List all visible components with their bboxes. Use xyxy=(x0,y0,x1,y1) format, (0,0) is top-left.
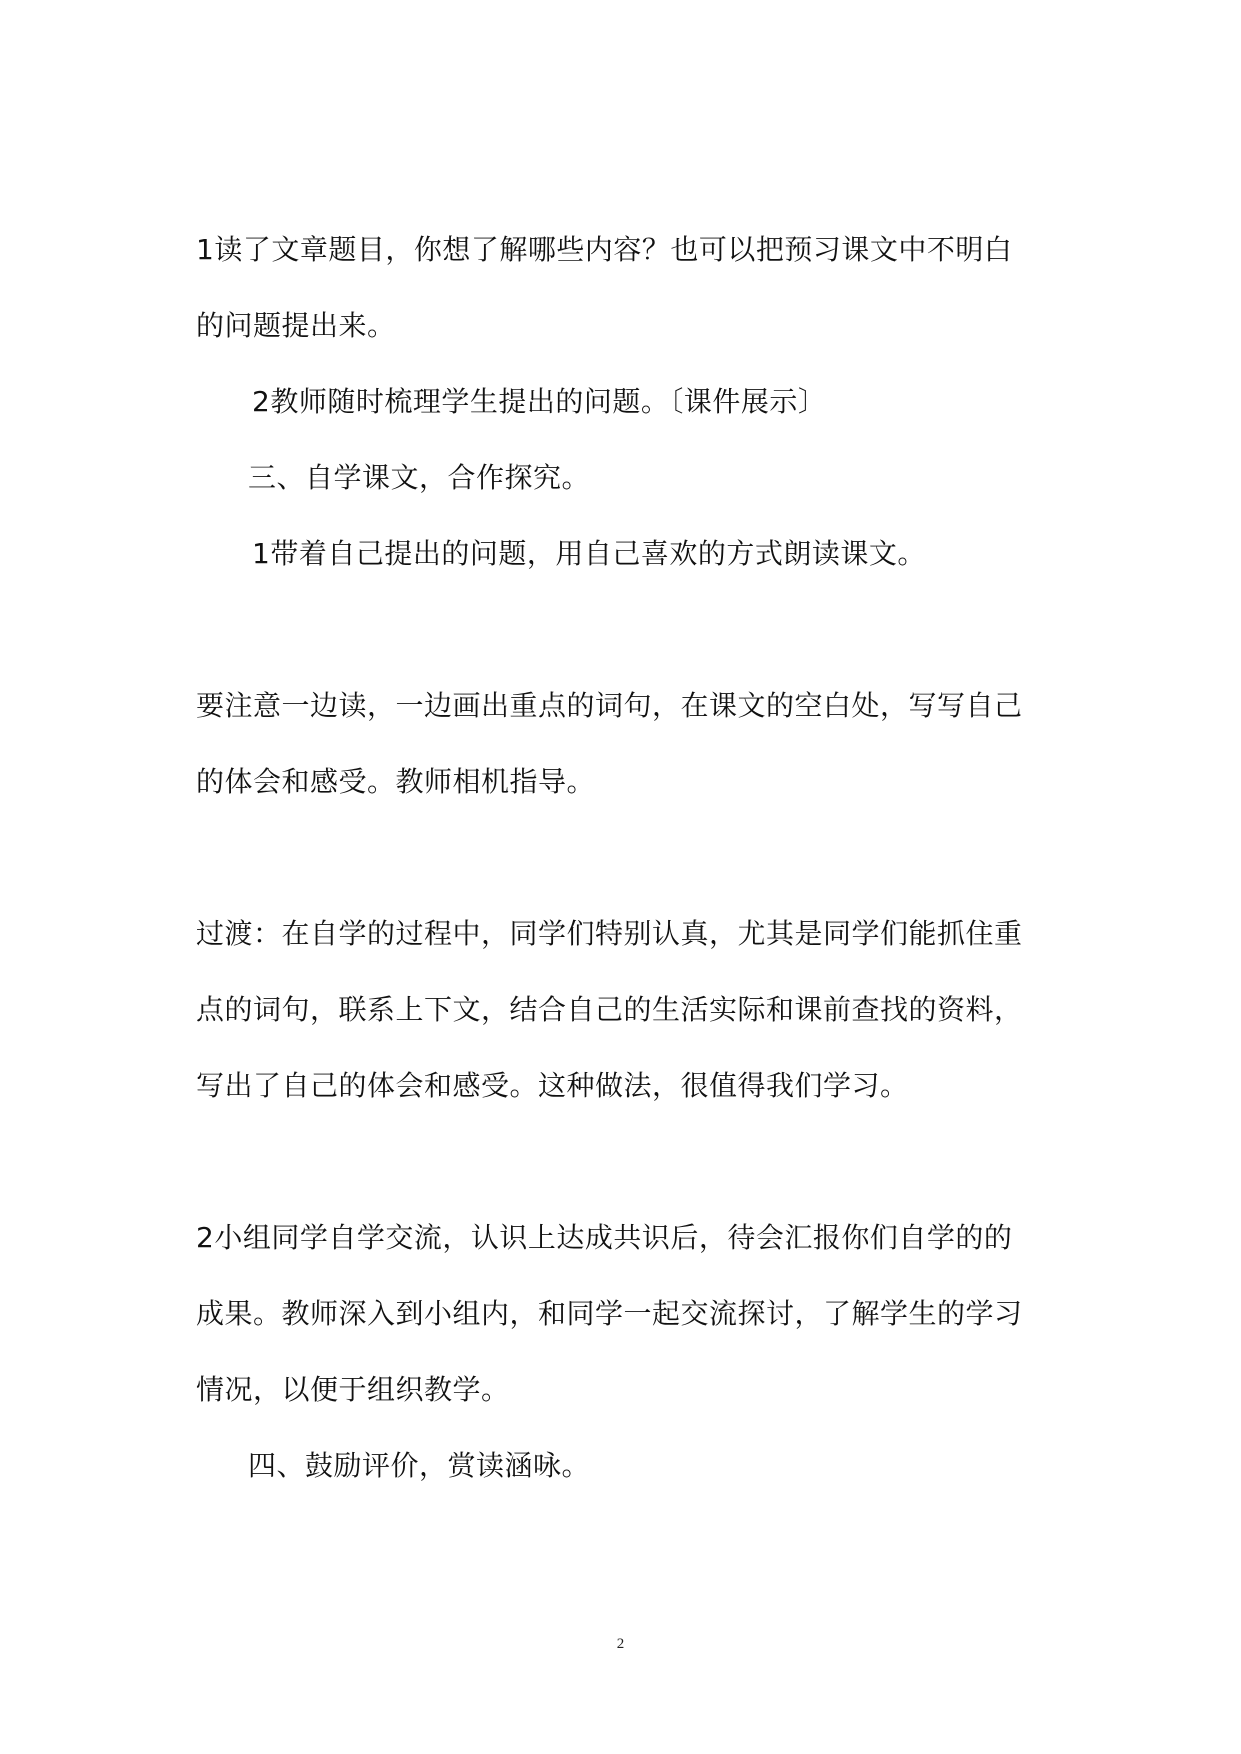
text-line: 1读了文章题目，你想了解哪些内容？也可以把预习课文中不明白 xyxy=(196,233,1013,266)
text-line: 1带着自己提出的问题，用自己喜欢的方式朗读课文。 xyxy=(252,537,926,570)
text-line: 2小组同学自学交流，认识上达成共识后，待会汇报你们自学的的 xyxy=(196,1221,1013,1254)
text-line: 的问题提出来。 xyxy=(196,309,396,342)
text-line: 2教师随时梳理学生提出的问题。〔课件展示〕 xyxy=(252,385,827,418)
page-number: 2 xyxy=(616,1636,625,1652)
text-line: 成果。教师深入到小组内，和同学一起交流探讨，了解学生的学习 xyxy=(196,1297,1023,1330)
text-line: 写出了自己的体会和感受。这种做法，很值得我们学习。 xyxy=(196,1069,909,1102)
section-heading: 四、鼓励评价，赏读涵咏。 xyxy=(248,1449,591,1482)
text-line: 点的词句，联系上下文，结合自己的生活实际和课前查找的资料， xyxy=(196,993,1023,1026)
section-heading: 三、自学课文，合作探究。 xyxy=(248,461,591,494)
text-line: 情况，以便于组织教学。 xyxy=(196,1373,510,1406)
text-line: 要注意一边读，一边画出重点的词句，在课文的空白处，写写自己 xyxy=(196,689,1023,722)
text-line: 过渡：在自学的过程中，同学们特别认真，尤其是同学们能抓住重 xyxy=(196,917,1023,950)
text-line: 的体会和感受。教师相机指导。 xyxy=(196,765,596,798)
